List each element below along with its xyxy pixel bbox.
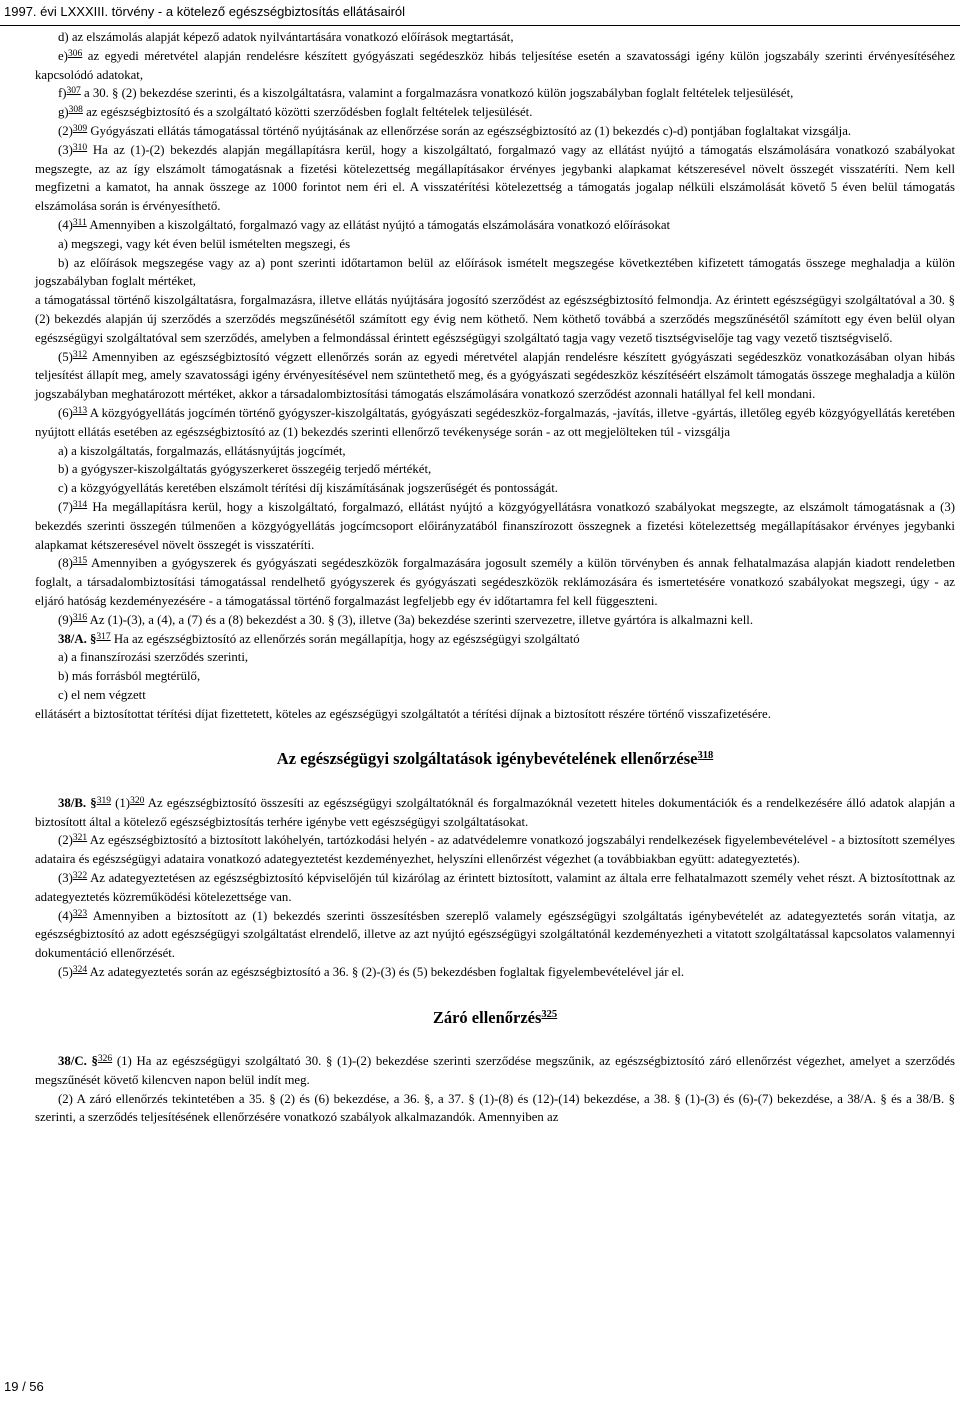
paragraph-text: Az egészségbiztosító összesíti az egészségügyi szolgáltatóknál és forgalmazóknál vezetett hiteles dokumentációk és a rendelkezésére álló adatok alapján a biztosított által a kötelező egészségbiztosítás terhére igénybe vett egészségügyi szolgáltatásokat. — [35, 795, 956, 829]
paragraph-marker: e) — [58, 48, 68, 63]
paragraph-text: az egészségbiztosító és a szolgáltató közötti szerződésben foglalt feltételek teljesülését. — [86, 105, 533, 120]
paragraph — [35, 103, 955, 122]
paragraph-text: b) a gyógyszer-kiszolgáltatás gyógyszerkeret összegéig terjedő mértékét, — [58, 462, 432, 477]
paragraph-marker: 38/B. § — [58, 795, 97, 810]
footnote-ref-link[interactable]: 319 — [96, 795, 111, 806]
heading-text: Az egészségügyi szolgáltatások igénybevételének ellenőrzése — [276, 749, 698, 769]
paragraph-text: Gyógyászati ellátás támogatással történő nyújtásának az ellenőrzése során az egészségbiztosító az (1) bekezdés c)-d) pontjában foglaltakat vizsgálja. — [90, 123, 852, 138]
paragraph — [35, 498, 955, 554]
paragraph — [35, 554, 955, 610]
section-38b — [35, 794, 955, 982]
paragraph — [35, 667, 955, 686]
paragraph-marker: (3) — [58, 142, 73, 157]
paragraph — [35, 705, 955, 724]
paragraph-marker: (5) — [58, 964, 73, 979]
document-body — [35, 28, 955, 1127]
paragraph-marker: (3) — [58, 870, 73, 885]
paragraph-marker: (9) — [58, 612, 73, 627]
paragraph-text: A közgyógyellátás jogcímén történő gyógyszer-kiszolgáltatás, gyógyászati segédeszköz-forgalmazás, -javítás, illetve -gyártás, illetőleg egyéb közgyógyellátás keretében nyújtott ellátás esetében az egészségbiztosító az (1) bekezdés szerinti ellenőrző tevékenysége során - az ott megjelölteken túl - vizsgálja — [35, 405, 955, 439]
paragraph-marker: (2) — [58, 833, 73, 848]
section-heading-final-check — [35, 1006, 955, 1030]
footnote-ref-link[interactable]: 324 — [72, 964, 88, 975]
section-38c — [35, 1052, 955, 1127]
paragraph-marker: (4) — [58, 908, 73, 923]
paragraph — [35, 348, 955, 404]
paragraph — [35, 963, 955, 982]
footnote-ref-link[interactable]: 311 — [72, 217, 87, 228]
paragraph-text: b) más forrásból megtérülő, — [58, 669, 201, 684]
paragraph — [35, 1052, 955, 1090]
footnote-ref-link[interactable]: 320 — [130, 795, 145, 806]
footnote-ref-link[interactable]: 313 — [72, 405, 88, 416]
paragraph-marker: 38/C. § — [58, 1053, 98, 1068]
footnote-ref-link[interactable]: 326 — [97, 1053, 113, 1064]
footnote-ref-link[interactable]: 316 — [72, 612, 88, 623]
paragraph-text: a) a kiszolgáltatás, forgalmazás, ellátásnyújtás jogcímét, — [58, 443, 346, 458]
paragraph-text: ellátásért a biztosítottat térítési díjat fizettetett, köteles az egészségügyi szolgáltatót a térítési díjnak a biztosított részére történő visszafizetésére. — [35, 706, 771, 721]
paragraph — [35, 794, 955, 832]
paragraph — [35, 47, 955, 85]
page-header: 1997. évi LXXXIII. törvény - a kötelező egészségbiztosítás ellátásairól — [0, 0, 960, 26]
paragraph-marker: (7) — [58, 499, 73, 514]
paragraph — [35, 235, 955, 254]
paragraph-text: Ha megállapításra kerül, hogy a kiszolgáltató, forgalmazó, ellátást nyújtó a közgyógyellátásra vonatkozó szabályokat megszegte, az elszámolt támogatásnak a (3) bekezdés szerinti összegén túlmenően a közgyógyellátás jogcímcsoport előirányzatából finanszírozott összegnek a fizetési kötelezettség megállapításakor érvényes jegybanki alapkamat kétszeresével növelt összegét is visszatéríti. — [35, 499, 955, 552]
paragraph — [35, 141, 955, 216]
paragraph — [35, 648, 955, 667]
paragraph — [35, 479, 955, 498]
paragraph-text: Ha az egészségbiztosító az ellenőrzés során megállapítja, hogy az egészségügyi szolgáltató — [113, 631, 580, 646]
paragraph-text: c) el nem végzett — [58, 687, 146, 702]
paragraph — [35, 442, 955, 461]
paragraph-text: d) az elszámolás alapját képező adatok nyilvántartására vonatkozó előírások megtartását, — [58, 30, 514, 44]
paragraph — [35, 831, 955, 869]
footnote-ref-link[interactable]: 309 — [72, 123, 88, 134]
paragraph-text: Az adategyeztetés során az egészségbiztosító a 36. § (2)-(3) és (5) bekezdésben foglaltak figyelembevételével jár el. — [89, 964, 685, 979]
footnote-ref-link[interactable]: 318 — [697, 750, 714, 762]
paragraph-text: Amennyiben a gyógyszerek és gyógyászati segédeszközök forgalmazására jogosult személy a külön törvényben és annak felhatalmazása alapján kiadott rendeletben foglalt, a társadalombiztosítási támogatással rendelhető gyógyszerek és gyógyászati segédeszközök reklámozására és ismertetésére vonatkozó szabályokat megszegi, úgy - az eljáró hatóság kezdeményezésére - a támogatással történő forgalmazást legfeljebb egy év időtartamra fel kell függeszteni. — [35, 556, 955, 608]
footnote-ref-link[interactable]: 312 — [72, 349, 88, 360]
paragraph-marker: (5) — [58, 349, 73, 364]
footnote-ref-link[interactable]: 314 — [72, 499, 88, 510]
paragraph-text: Ha az (1)-(2) bekezdés alapján megállapításra kerül, hogy a kiszolgáltató, forgalmazó vagy az ellátást nyújtó a támogatás elszámolására vonatkozó szabályokat megszegte, az az így elszámolt támogatásnak a fizetési kötelezettség megállapításakor érvényes jegybanki alapkamat kétszeresével növelt összegét visszatéríti. Nem kell megfizetni a kamatot, ha annak összege az 1000 forintot nem éri el. A visszatérítési kötelezettség a támogatás jogalap nélküli elszámolását követő 5 éven belül támogatás elszámolása során is érvényesíthető. — [35, 142, 955, 214]
footnote-ref-link[interactable]: 307 — [66, 86, 81, 97]
paragraph-marker: (4) — [58, 217, 73, 232]
paragraph-text: Az adategyeztetésen az egészségbiztosító képviselőjén túl kizárólag az érintett biztosított, valamint az általa erre felhatalmazott személy vehet részt. A biztosítottnak az adategyeztetés közreműködési kötelezettsége van. — [35, 870, 955, 904]
paragraph-text: (1) Ha az egészségügyi szolgáltató 30. § (1)-(2) bekezdése szerinti szerződése megszűnik, az egészségbiztosító záró ellenőrzést végezhet, amelyet a szerződés megszűnését követő kilencven napon belül indít meg. — [35, 1053, 955, 1087]
paragraph-text: Amennyiben a kiszolgáltató, forgalmazó vagy az ellátást nyújtó a támogatás elszámolására vonatkozó előírásokat — [89, 217, 671, 232]
paragraph-text: Amennyiben a biztosított az (1) bekezdés szerinti összesítésben szereplő valamely egészségügyi szolgáltatás igénybevételét az adategyeztetés során vitatja, az egészségbiztosító az adott egészségügyi szolgáltatást elrendelő, illetve az azt nyújtó egészségügyi szolgáltatónál kezdeményezheti a vitatott szolgáltatással kapcsolatos valamennyi dokumentáció ellenőrzését. — [35, 908, 956, 961]
footnote-ref-link[interactable]: 308 — [68, 105, 83, 116]
paragraph — [35, 907, 955, 963]
footnote-ref-link[interactable]: 322 — [72, 870, 88, 881]
paragraph — [35, 291, 955, 347]
footnote-ref-link[interactable]: 317 — [96, 631, 111, 642]
paragraph-marker: (1) — [115, 795, 131, 810]
paragraph — [35, 460, 955, 479]
heading-text: Záró ellenőrzés — [432, 1007, 542, 1027]
section-heading-control — [35, 747, 955, 771]
paragraph-marker: (6) — [58, 405, 73, 420]
footnote-ref-link[interactable]: 321 — [72, 833, 88, 844]
paragraph-text: a) a finanszírozási szerződés szerinti, — [58, 650, 249, 665]
paragraph — [35, 404, 955, 442]
paragraph-text: a) megszegi, vagy két éven belül ismételten megszegi, és — [58, 236, 351, 251]
paragraph — [35, 686, 955, 705]
section-38-continued — [35, 28, 955, 723]
paragraph-text: az egyedi méretvétel alapján rendelésre készített gyógyászati segédeszköz hibás teljesítése esetén a szavatossági igény külön jogszabály szerinti érvényesítéséhez kapcsolódó adatokat, — [35, 48, 955, 82]
paragraph-text: a 30. § (2) bekezdése szerinti, és a kiszolgáltatásra, valamint a forgalmazásra vonatkozó külön jogszabályban foglalt feltételek teljesülését, — [83, 86, 794, 101]
paragraph-marker: (8) — [58, 556, 73, 571]
footnote-ref-link[interactable]: 306 — [67, 48, 83, 59]
footnote-ref-link[interactable]: 315 — [72, 556, 88, 567]
paragraph-text: c) a közgyógyellátás keretében elszámolt térítési díj kiszámításának jogszerűségét és pontosságát. — [58, 481, 558, 496]
paragraph-text: (2) A záró ellenőrzés tekintetében a 35. § (2) és (6) bekezdése, a 36. §, a 37. § (1)-(8) és (12)-(14) bekezdése, a 38. § (1)-(3) és (6)-(7) bekezdése, a 38/A. § és a 38/B. § szerinti, a szerződés teljesítésének ellenőrzésére vonatkozó szabályok alkalmazandók. Amennyiben az — [35, 1091, 955, 1125]
paragraph — [35, 216, 955, 235]
paragraph — [35, 122, 955, 141]
paragraph-text: Amennyiben az egészségbiztosító végzett ellenőrzés során az egyedi méretvétel alapján rendelésre készített gyógyászati segédeszköz vonatkozásában olyan hibás teljesítést állapít meg, amely szavatossági igény érvényesítésével nem szüntethető meg, és a gyógyászati segédeszköz készítéséért elszámolt támogatás összege meghaladja a külön jogszabályban meghatározott mértéket, akkor a társadalombiztosítási támogatás elszámolására vonatkozó szerződést azonnali hatállyal fel kell mondani. — [35, 349, 955, 402]
paragraph-marker: f) — [58, 86, 67, 101]
footnote-ref-link[interactable]: 310 — [72, 142, 88, 153]
paragraph-text: b) az előírások megszegése vagy az a) pont szerinti időtartamon belül az előírások ismételt megszegése következtében kifizetett támogatás összege meghaladja a külön jogszabályban foglalt mértéket, — [35, 255, 955, 289]
paragraph-text: Az egészségbiztosító a biztosított lakóhelyén, tartózkodási helyén - az adatvédelemre vonatkozó jogszabályi rendelkezések figyelembevételével - a biztosított személyes adataira és egészségügyi adataira vonatkozó adategyeztetést kezdeményezhet, helyszíni ellenőrzést végezhet (a továbbiakban együtt: adategyeztetés). — [35, 833, 955, 867]
paragraph-text: Az (1)-(3), a (4), a (7) és a (8) bekezdést a 30. § (3), illetve (3a) bekezdése szerinti szervezetre, illetve gyártóra is alkalmazni kell. — [89, 612, 754, 627]
paragraph — [35, 630, 955, 649]
footnote-ref-link[interactable]: 323 — [72, 908, 88, 919]
paragraph — [35, 1090, 955, 1128]
paragraph — [35, 28, 955, 47]
paragraph — [35, 84, 955, 103]
paragraph — [35, 869, 955, 907]
paragraph-marker: (2) — [58, 123, 73, 138]
paragraph — [35, 254, 955, 292]
paragraph-marker: 38/A. § — [58, 631, 97, 646]
paragraph-marker: g) — [58, 105, 69, 120]
paragraph-text: a támogatással történő kiszolgáltatásra, forgalmazásra, illetve ellátás nyújtására jogosító szerződést az egészségbiztosító felmondja. Az érintett egészségügyi szolgáltatóval a 30. § (2) bekezdés alapján új szerződés a szerződés megszűnésétől számított egy évig nem köthető. Nem köthető továbbá a szerződés megszűnésétől számított egy éven belül olyan egészségügyi szolgáltatóval sem szerződés, amelyben a felmondással érintett egészségügyi szolgáltató tagja vagy vezető tisztségviselője tag vagy vezető tisztségviselő. — [35, 293, 955, 345]
paragraph — [35, 611, 955, 630]
footnote-ref-link[interactable]: 325 — [541, 1008, 558, 1020]
page-number: 19 / 56 — [4, 1379, 44, 1394]
